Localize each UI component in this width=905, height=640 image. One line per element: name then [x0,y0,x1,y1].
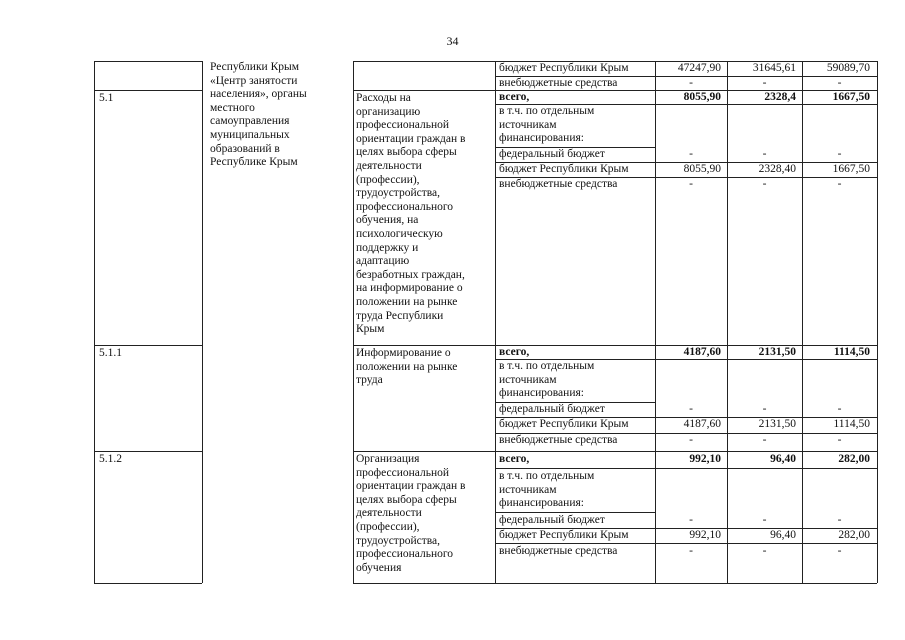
value-cell: - [762,545,767,557]
source-label: бюджет Республики Крым [499,529,629,541]
section-title: Расходы на организацию профессиональной ориентации граждан в целях выбора сферы деятельности (профессии), трудоустройства, профессионального обучения, на психологическую поддержку и адаптацию безработных граждан, на информирование о положении на рынке труда Республики Крым [356,92,466,336]
source-label: в т.ч. по отдельным источникам финансирования: [499,105,595,145]
section-title: Информирование о положении на рынке труда [356,347,458,387]
value-cell: - [837,77,842,89]
col-line [202,61,203,583]
source-label: бюджет Республики Крым [499,163,629,175]
value-cell: - [689,545,693,557]
row-line [94,61,202,62]
col-line [655,61,656,583]
value-cell: 31645,61 [752,62,796,74]
value-cell: - [837,403,842,415]
value-cell: - [762,178,767,190]
source-label: бюджет Республики Крым [499,62,629,74]
source-label: внебюджетные средства [499,545,618,557]
source-label: внебюджетные средства [499,178,618,190]
col-line [802,61,803,583]
value-cell: 4187,60 [683,418,721,430]
col-line [877,61,878,583]
section-title: Организация профессиональной ориентации граждан в целях выбора сферы деятельности (профессии), трудоустройства, профессионального обучения [356,453,466,574]
value-cell: - [689,514,693,526]
value-cell: - [837,434,842,446]
source-label: внебюджетные средства [499,77,618,89]
value-cell: 96,40 [770,453,796,465]
source-label: всего, [499,91,530,103]
row-line [94,345,202,346]
value-cell: - [762,434,767,446]
row-line [495,543,877,544]
value-cell: 992,10 [689,453,721,465]
value-cell: - [837,514,842,526]
value-cell: 2328,40 [758,163,796,175]
value-cell: 2131,50 [758,346,796,358]
value-cell: - [762,148,767,160]
value-cell: 282,00 [838,453,870,465]
row-line [94,583,202,584]
value-cell: - [837,545,842,557]
section-code: 5.1.2 [99,453,122,465]
value-cell: - [837,148,842,160]
value-cell: - [689,178,693,190]
value-cell: 282,00 [838,529,870,541]
page-number: 34 [446,34,459,48]
col-line [353,61,354,583]
value-cell: 47247,90 [677,62,721,74]
source-label: всего, [499,346,530,358]
source-label: бюджет Республики Крым [499,418,629,430]
source-label: федеральный бюджет [499,148,605,160]
value-cell: 4187,60 [683,346,721,358]
value-cell: 1114,50 [833,346,870,358]
value-cell: - [689,148,693,160]
value-cell: - [689,77,693,89]
value-cell: - [689,434,693,446]
value-cell: 2131,50 [758,418,796,430]
source-label: федеральный бюджет [499,514,605,526]
value-cell: 1667,50 [832,91,870,103]
value-cell: 59089,70 [826,62,870,74]
value-cell: - [762,77,767,89]
row-line [94,90,202,91]
row-line [495,512,655,513]
section-code: 5.1.1 [99,347,122,359]
value-cell: 8055,90 [683,91,721,103]
value-cell: 2328,4 [764,91,796,103]
financing-table [94,61,878,583]
value-cell: 1114,50 [833,418,870,430]
value-cell: - [837,178,842,190]
value-cell: - [689,403,693,415]
value-cell: - [762,514,767,526]
executor-text: Республики Крым «Центр занятости населения», органы местного самоуправления муниципальных образований в Республике Крым [210,61,307,169]
value-cell: - [762,403,767,415]
row-line [495,468,877,469]
source-label: внебюджетные средства [499,434,618,446]
value-cell: 1667,50 [832,163,870,175]
row-line [94,451,202,452]
source-label: федеральный бюджет [499,403,605,415]
source-label: в т.ч. по отдельным источникам финансирования: [499,470,595,510]
source-label: всего, [499,453,530,465]
section-code: 5.1 [99,92,114,104]
value-cell: 8055,90 [683,163,721,175]
row-line [353,345,877,346]
value-cell: 992,10 [689,529,721,541]
col-line [94,61,95,583]
source-label: в т.ч. по отдельным источникам финансирования: [499,360,595,400]
row-line [353,451,877,452]
row-line [353,583,877,584]
col-line [727,61,728,583]
value-cell: 96,40 [770,529,796,541]
col-line [495,61,496,583]
